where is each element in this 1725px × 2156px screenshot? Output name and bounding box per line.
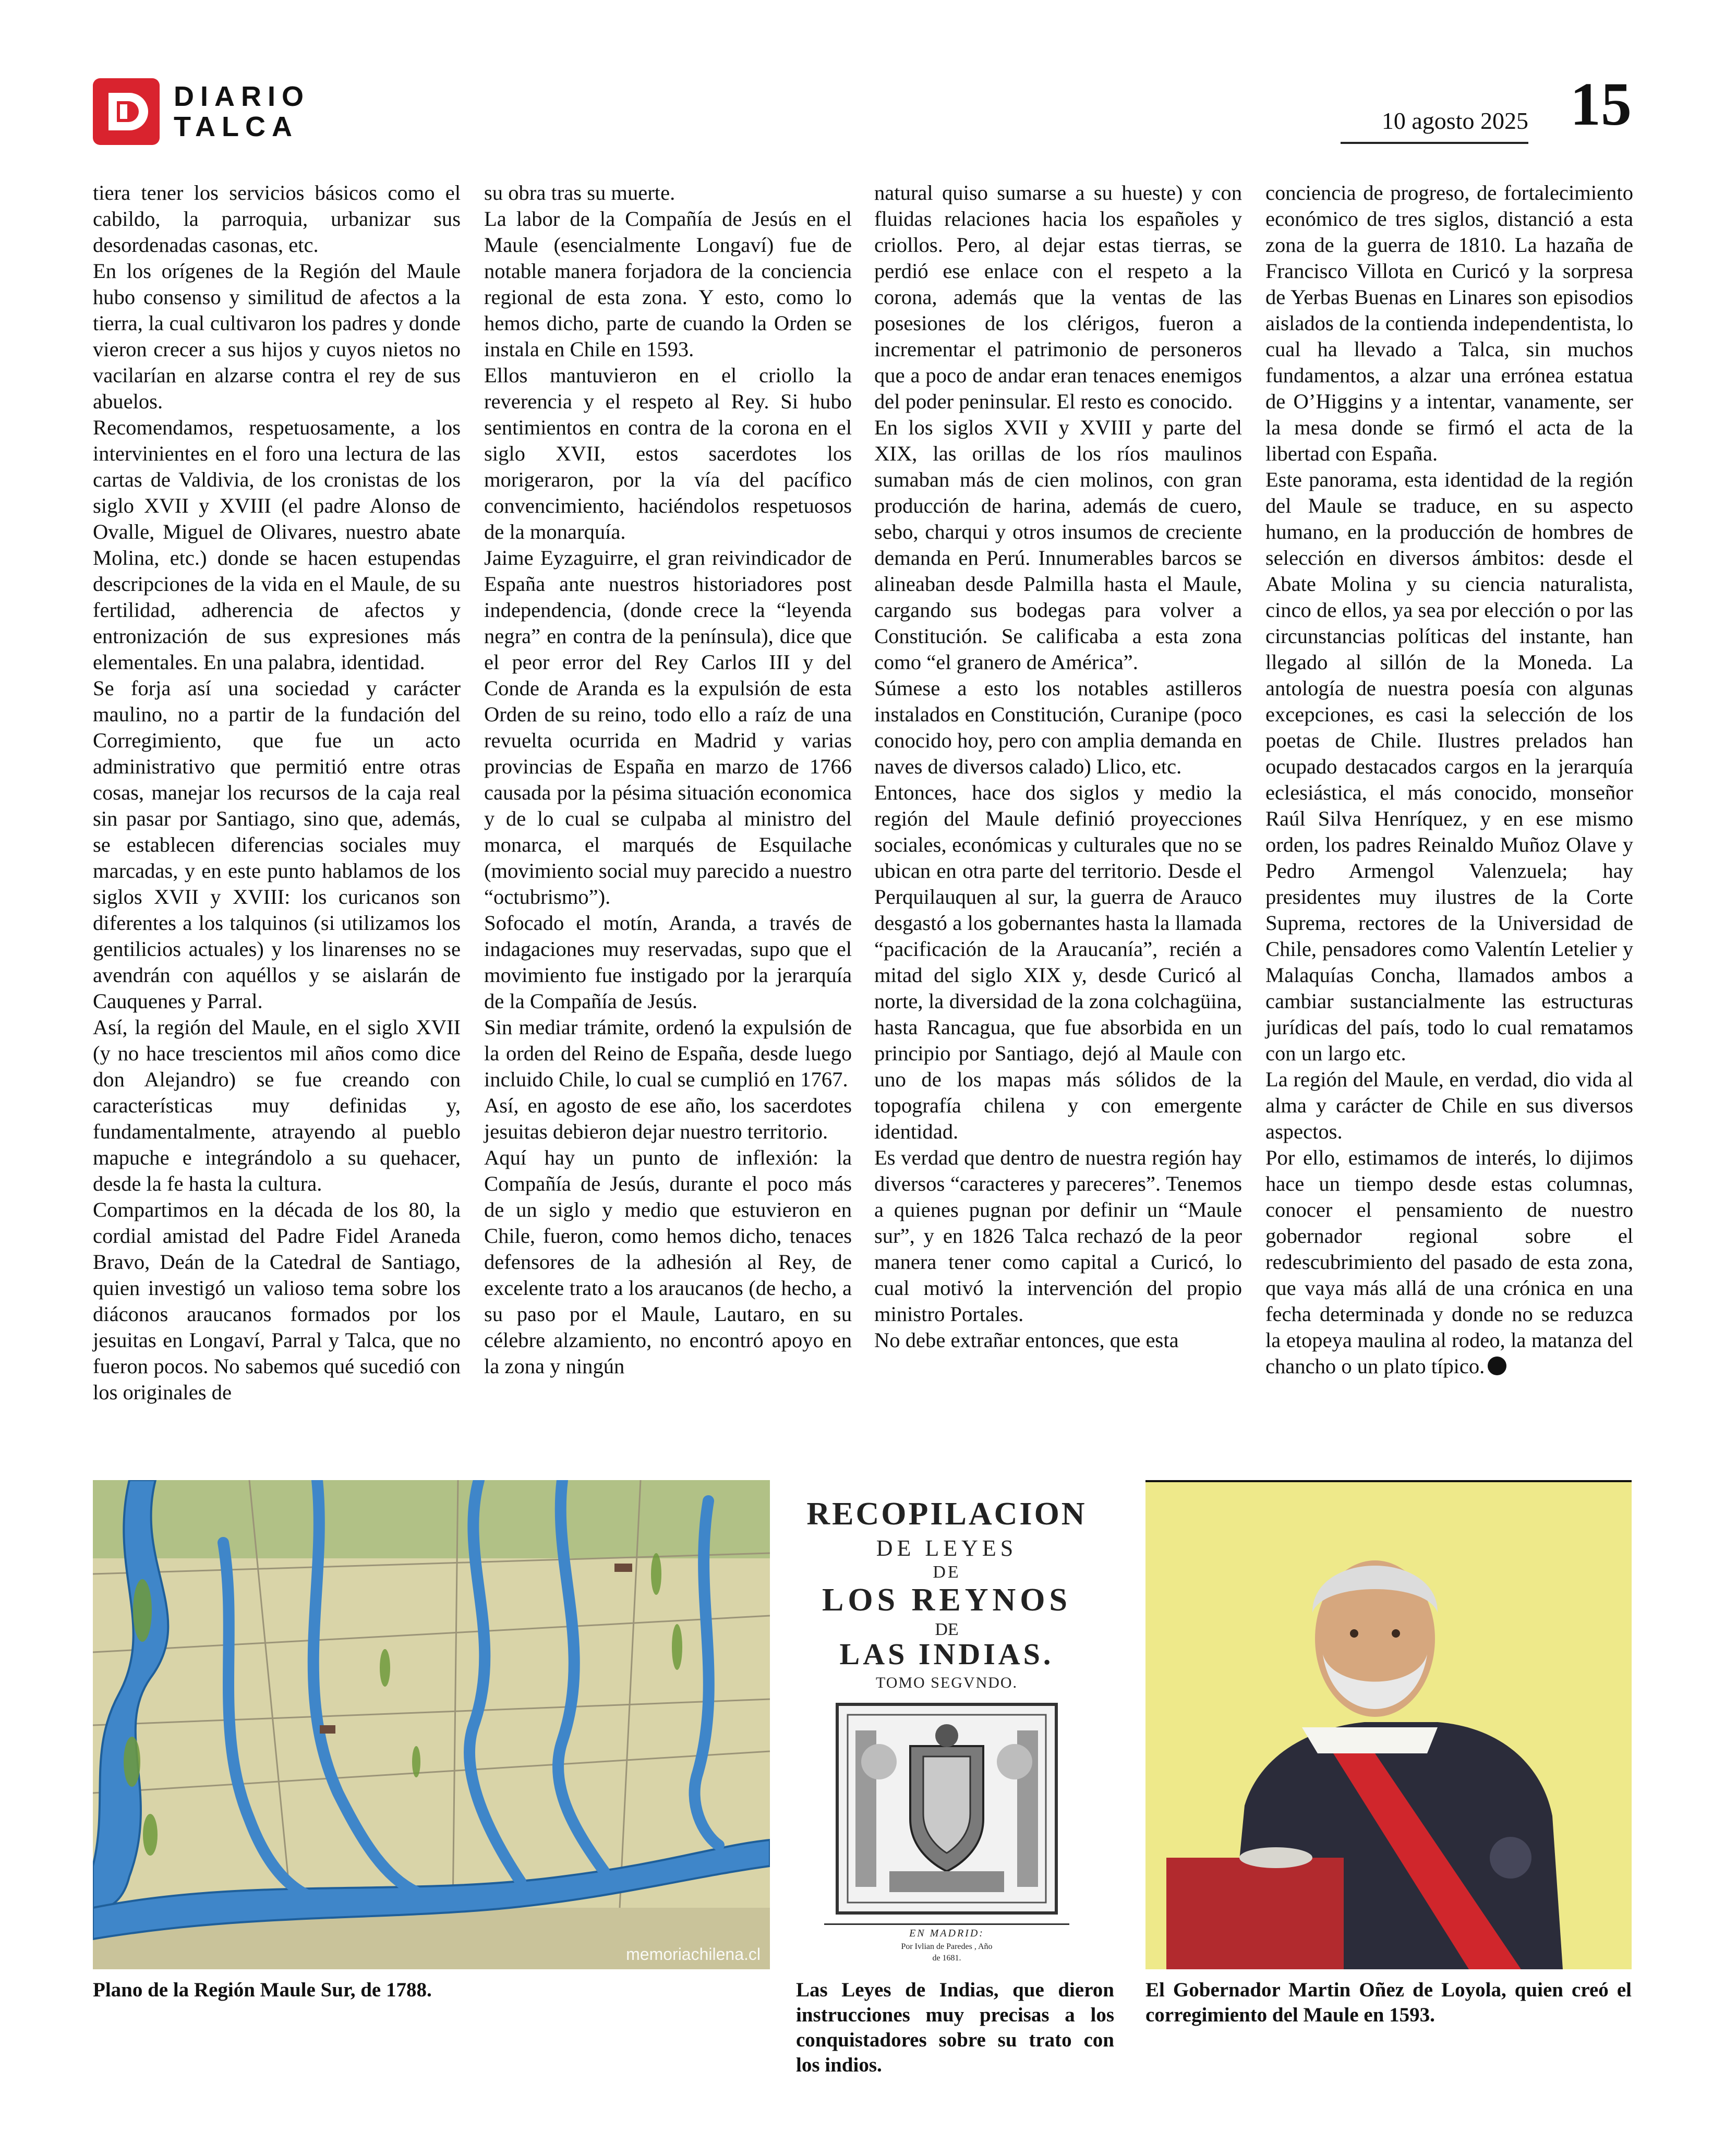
book-title-line: RECOPILACION (806, 1496, 1087, 1532)
paragraph: La labor de la Compañía de Jesús en el Maule (esencialmente Longaví) fue de notable manera forjadora de la conciencia regional de esta zona. Y esto, como lo hemos dicho, parte de cuando la Orden se instala en Chile en 1593. (484, 207, 852, 361)
coat-of-arms-engraving-icon (832, 1699, 1061, 1918)
paragraph: Sofocado el motín, Aranda, a través de indagaciones muy reservadas, supo que el movimiento fue instigado por la jerarquía de la Compañía de Jesús. (484, 911, 852, 1013)
paragraph: Es verdad que dentro de nuestra región hay diversos “caracteres y pareceres”. Tenemos a quienes pugnan por definir un “Maule sur”, y en 1826 Talca rechazó de la peor manera tener como capital a Curicó, lo cual motivó la intervención del propio ministro Portales. (874, 1146, 1242, 1326)
book-title-line: DE (935, 1620, 959, 1639)
book-imprint-line: EN MADRID: (909, 1928, 984, 1939)
book-caption: Las Leyes de Indias, que dieron instrucciones muy precisas a los conquistadores sobre su trato con los indios. (796, 1979, 1114, 2076)
diario-talca-logo-icon (93, 78, 160, 145)
logo-line-talca: TALCA (174, 111, 298, 142)
paragraph: Este panorama, esta identidad de la región del Maule se traduce, en su aspecto humano, en la producción de hombres de selección en diversos ámbitos: desde el Abate Molina y su ciencia naturalista, cinco de ellos, ya sea por elección o por las circunstancias políticas del instante, han llegado al sillón de la Moneda. La antología de nuestra poesía con algunas excepciones, es casi la selección de los poetas de Chile. Ilustres prelados han ocupado destacados cargos en la jerarquía eclesiástica, el más conocido, monseñor Raúl Silva Henríquez, y en ese mismo orden, los padres Reinaldo Muñoz Olave y Pedro Armengol Valenzuela; hay presidentes muy ilustres de la Corte Suprema, rectores de la Universidad de Chile, pensadores como Valentín Letelier y Malaquías Concha, llamados ambos a cambiar sustancialmente las estructuras jurídicas del país, todo lo cual rematamos con un largo etc. (1265, 468, 1633, 1065)
book-title-line: LAS INDIAS. (839, 1637, 1054, 1671)
logo-line-diario: DIARIO (174, 81, 310, 112)
map-caption: Plano de la Región Maule Sur, de 1788. (93, 1979, 432, 2001)
book-title-line: DE LEYES (876, 1535, 1018, 1561)
map-credit: memoriachilena.cl (626, 1945, 761, 1964)
portrait-caption: El Gobernador Martin Oñez de Loyola, quien creó el corregimiento del Maule en 1593. (1145, 1979, 1632, 2026)
paragraph: En los siglos XVII y XVIII y parte del XIX, las orillas de los ríos maulinos sumaban más de cien molinos, con gran producción de harina, además de cuero, sebo, charqui y otros insumos de creciente demanda en Perú. Innumerables barcos se alineaban desde Palmilla hasta el Maule, cargando sus bodegas para volver a Constitución. Se calificaba a esta zona como “el granero de América”. (874, 416, 1242, 674)
book-title-line: TOMO SEGVNDO. (875, 1674, 1018, 1691)
book-rule (824, 1923, 1069, 1925)
article-end-icon (1488, 1356, 1506, 1375)
paragraph-last (1265, 1145, 1633, 1379)
article-column-1 (93, 180, 461, 1406)
book-title-line: LOS REYNOS (822, 1582, 1071, 1618)
paragraph: Jaime Eyzaguirre, el gran reivindicador de España ante nuestros historiadores post independencia, (donde crece la “leyenda negra” en contra de la península), dice que el peor error del Rey Carlos III y del Conde de Aranda es la expulsión de esta Orden de su reino, todo ello a raíz de una revuelta ocurrida en Madrid y varias provincias de España en marzo de 1766 causada por la pésima situación economica y de lo cual se culpaba al ministro del monarca, el marqués de Esquilache (movimiento social muy parecido a nuestro “octubrismo”). (484, 546, 852, 909)
article-column-4 (1265, 180, 1633, 1379)
paragraph: Sin mediar trámite, ordenó la expulsión de la orden del Reino de España, desde luego incluido Chile, lo cual se cumplió en 1767. (484, 1015, 852, 1091)
paragraph: tiera tener los servicios básicos como el cabildo, la parroquia, urbanizar sus desordenadas casonas, etc. (93, 181, 461, 257)
governor-portrait-image (1145, 1480, 1632, 1969)
logo-wordmark (174, 81, 310, 142)
map-image (93, 1480, 770, 1969)
paragraph: Ellos mantuvieron en el criollo la reverencia y el respeto al Rey. Si hubo sentimientos en contra de la corona en el siglo XVII, estos sacerdotes los morigeraron, por la vía del pacífico convencimiento, haciéndolos respetuosos de la monarquía. (484, 364, 852, 543)
paragraph: su obra tras su muerte. (484, 181, 675, 204)
paragraph: natural quiso sumarse a su hueste) y con fluidas relaciones hacia los españoles y criollos. Pero, al dejar estas tierras, se perdió ese enlace con el respeto a la corona, además que la ventas de las posesiones de los clérigos, fueron a incrementar el patrimonio de personeros que a poco de andar eran tenaces enemigos del poder peninsular. El resto es conocido. (874, 181, 1242, 413)
paragraph: No debe extrañar entonces, que esta (874, 1328, 1179, 1352)
article-column-2 (484, 180, 852, 1379)
article-column-3 (874, 180, 1242, 1353)
paragraph: La región del Maule, en verdad, dio vida al alma y carácter de Chile en sus diversos aspectos. (1265, 1068, 1633, 1143)
paragraph: Así, en agosto de ese año, los sacerdotes jesuitas debieron dejar nuestro territorio. (484, 1094, 852, 1143)
paragraph: Se forja así una sociedad y carácter maulino, no a partir de la fundación del Corregimiento, que fue un acto administrativo que permitió entre otras cosas, manejar los recursos de la caja real sin pasar por Santiago, sino que, además, se establecen diferencias sociales muy marcadas, y en este punto hablamos de los siglos XVII y XVIII: los curicanos son diferentes a los talquinos (si utilizamos los gentilicios actuales) y los linarenses no se avendrán con aquéllos y se aislarán de Cauquenes y Parral. (93, 676, 461, 1013)
paragraph: Entonces, hace dos siglos y medio la región del Maule definió proyecciones sociales, económicas y culturales que no se ubican en otra parte del territorio. Desde el Perquilauquen al sur, la guerra de Arauco desgastó a los gobernantes hasta la llamada “pacificación de la Araucanía”, recién a mitad del siglo XIX y, desde Curicó al norte, la diversidad de la zona colchagüina, hasta Rancagua, que fue absorbida en un principio por Santiago, dejó al Maule con uno de los mapas más sólidos de la topografía chilena y con emergente identidad. (874, 781, 1242, 1143)
paragraph: En los orígenes de la Región del Maule hubo consenso y similitud de afectos a la tierra, la cual cultivaron los padres y donde vieron crecer a sus hijos y cuyos nietos no vacilarían en alzarse contra el rey de sus abuelos. (93, 259, 461, 413)
issue-date: 10 agosto 2025 (1341, 107, 1528, 144)
paragraph: Aquí hay un punto de inflexión: la Compañía de Jesús, durante el poco más de un siglo y medio que estuvieron en Chile, fueron, como hemos dicho, tenaces defensores de la adhesión al Rey, de excelente trato a los araucanos (de hecho, a su paso por el Maule, Lautaro, en su célebre alzamiento, no encontró apoyo en la zona y ningún (484, 1146, 852, 1378)
paragraph-last-text: Por ello, estimamos de interés, lo dijimos hace un tiempo desde estas columnas, conocer el pensamiento de nuestro gobernador regional sobre el redescubrimiento del pasado de esta zona, que vaya más allá de una crónica en una fecha determinada y donde no se reduzca la etopeya maulina al rodeo, la matanza del chancho o un plato típico. (1265, 1146, 1633, 1378)
book-title-line: DE (933, 1563, 961, 1582)
masthead (93, 78, 312, 146)
page-number: 15 (1570, 70, 1632, 138)
book-title-page-image (793, 1480, 1101, 1969)
paragraph: Recomendamos, respetuosamente, a los intervinientes en el foro una lectura de las cartas de Valdivia, de los cronistas de los siglo XVII y XVIII (el padre Alonso de Ovalle, Miguel de Olivares, nuestro abate Molina, etc.) donde se hacen estupendas descripciones de la vida en el Maule, de su fertilidad, adherencia de afectos y entronización de sus expresiones más elementales. En una palabra, identidad. (93, 416, 461, 674)
book-imprint-line: Por Ivlian de Paredes , Año (901, 1942, 993, 1951)
paragraph: Así, la región del Maule, en el siglo XVII (y no hace trescientos mil años como dice don Alejandro) se fue creando con características muy definidas y, fundamentalmente, atrayendo al pueblo mapuche e integrándolo a su quehacer, desde la fe hasta la cultura. (93, 1015, 461, 1195)
paragraph: Súmese a esto los notables astilleros instalados en Constitución, Curanipe (poco conocido hoy, pero con amplia demanda en naves de diversos calado) Llico, etc. (874, 676, 1242, 778)
paragraph: conciencia de progreso, de fortalecimiento económico de tres siglos, distanció a esta zona de la guerra de 1810. La hazaña de Francisco Villota en Curicó y la sorpresa de Yerbas Buenas en Linares son episodios aislados de la contienda independentista, lo cual ha llevado a Talca, sin muchos fundamentos, a alzar una errónea estatua de O’Higgins y a intentar, vanamente, ser la mesa donde se firmó el acta de la libertad con España. (1265, 181, 1633, 465)
book-imprint-line: de 1681. (932, 1954, 961, 1963)
paragraph: Compartimos en la década de los 80, la cordial amistad del Padre Fidel Araneda Bravo, Deán de la Catedral de Santiago, quien investigó un valioso tema sobre los diáconos araucanos formados por los jesuitas en Longaví, Parral y Talca, que no fueron pocos. No sabemos qué sucedió con los originales de (93, 1198, 461, 1404)
